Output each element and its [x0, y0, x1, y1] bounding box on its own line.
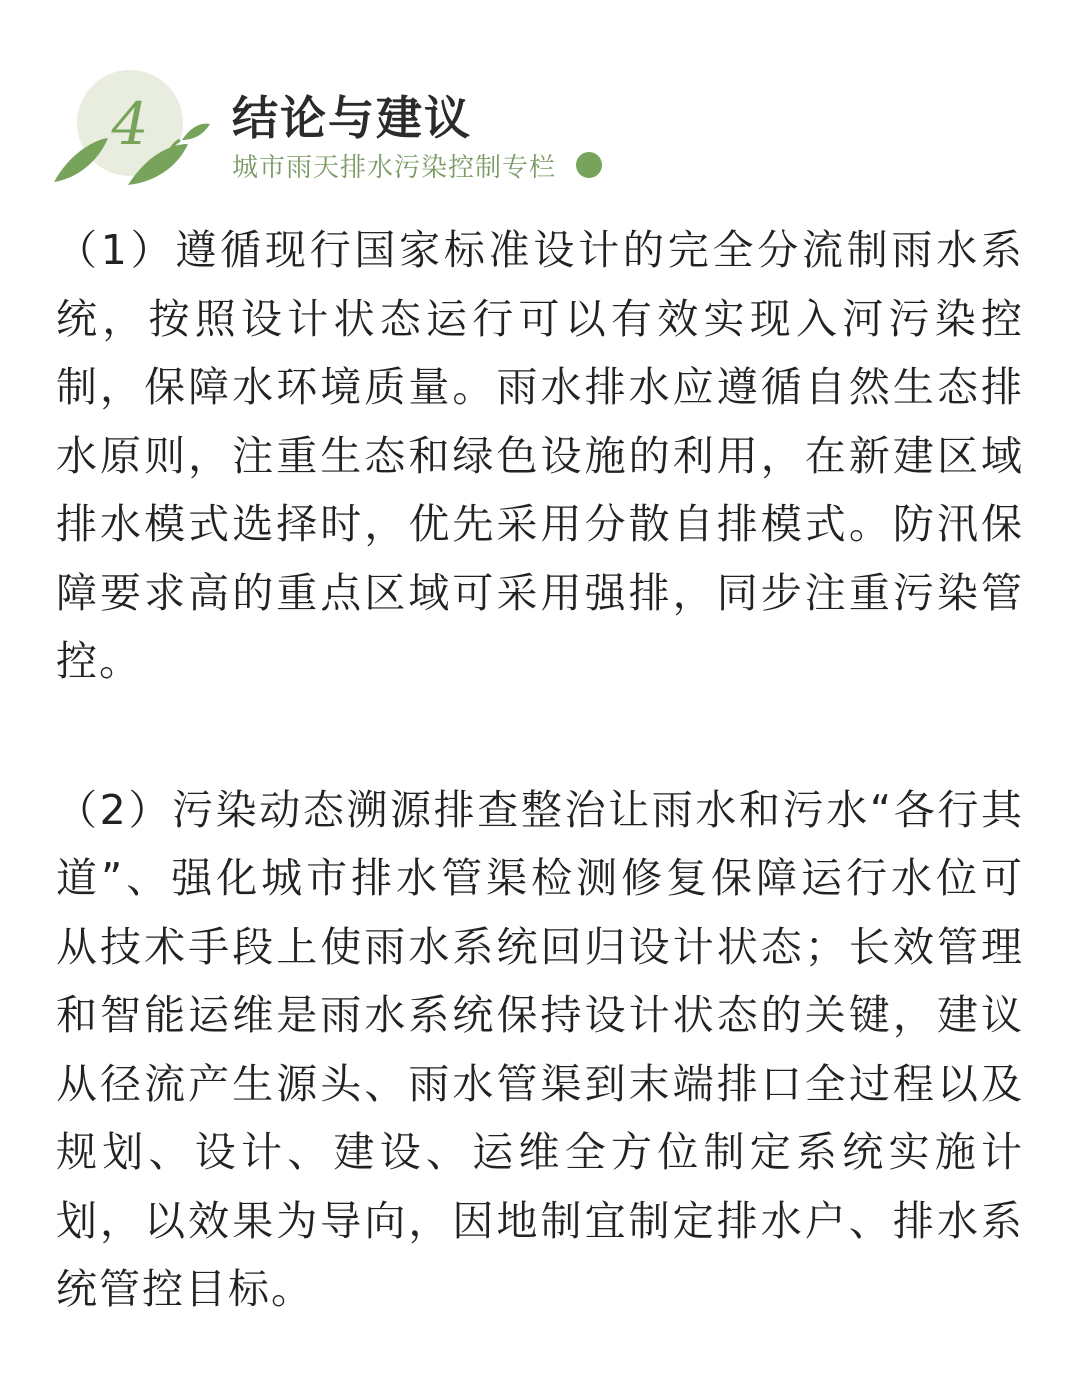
dot-icon [576, 152, 602, 178]
badge-number: 4 [111, 90, 149, 158]
article-body [56, 216, 1024, 1324]
column-subtitle: 城市雨天排水污染控制专栏 [232, 152, 557, 183]
paragraph-2: （2）污染动态溯源排查整治让雨水和污水“各行其道”、强化城市排水管渠检测修复保障运行水位可从技术手段上使雨水系统回归设计状态；长效管理和智能运维是雨水系统保持设计状态的关键，建议从径流产生源头、雨水管渠到末端排口全过程以及规划、设计、建设、运维全方位制定系统实施计划，以效果为导向，因地制宜制定排水户、排水系统管控目标。 [56, 785, 1024, 1313]
paragraph-1: （1）遵循现行国家标准设计的完全分流制雨水系统，按照设计状态运行可以有效实现入河污染控制，保障水环境质量。雨水排水应遵循自然生态排水原则，注重生态和绿色设施的利用，在新建区域排水模式选择时，优先采用分散自排模式。防汛保障要求高的重点区域可采用强排，同步注重污染管控。 [56, 226, 1024, 685]
section-header [50, 70, 1030, 200]
section-title: 结论与建议 [232, 91, 472, 145]
right-leaf [182, 124, 210, 140]
leaf-badge-icon [50, 70, 220, 195]
subtitle-row [232, 148, 602, 182]
section-badge [50, 70, 220, 195]
